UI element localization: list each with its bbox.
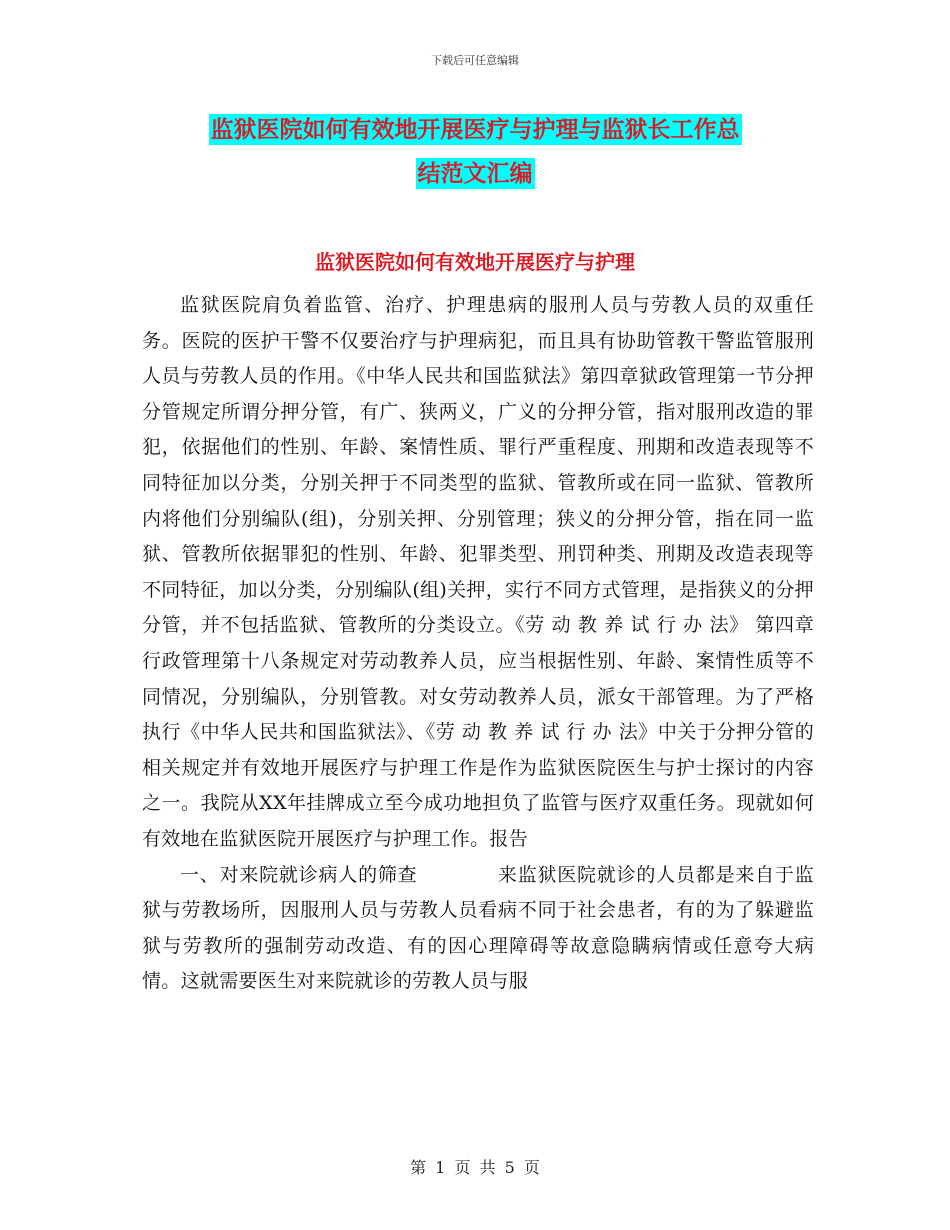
section-heading: 监狱医院如何有效地开展医疗与护理 xyxy=(315,250,635,274)
document-title xyxy=(0,108,950,196)
document-title-line-2 xyxy=(0,152,950,196)
title-highlight-1: 监狱医院如何有效地开展医疗与护理与监狱长工作总 xyxy=(210,116,740,143)
page-footer-number: 第 1 页 共 5 页 xyxy=(410,1158,540,1177)
paragraph-1: 监狱医院肩负着监管、治疗、护理患病的服刑人员与劳教人员的双重任务。医院的医护干警不仅要治疗与护理病犯，而且具有协助管教干警监管服刑人员与劳教人员的作用。《中华人民共和国监狱法》第四章狱政管理第一节分押分管规定所谓分押分管，有广、狭两义，广义的分押分管，指对服刑改造的罪犯，依据他们的性别、年龄、案情性质、罪行严重程度、刑期和改造表现等不同特征加以分类，分别关押于不同类型的监狱、管教所或在同一监狱、管教所内将他们分别编队(组)，分别关押、分别管理；狭义的分押分管，指在同一监狱、管教所依据罪犯的性别、年龄、犯罪类型、刑罚种类、刑期及改造表现等不同特征，加以分类，分别编队(组)关押，实行不同方式管理，是指狭义的分押分管，并不包括监狱、管教所的分类设立。《劳 动 教 养 试 行 办 法》 第四章 行政管理第十八条规定对劳动教养人员，应当根据性别、年龄、案情性质等不同情况，分别编队，分别管教。对女劳动教养人员，派女干部管理。为了严格执行《中华人民共和国监狱法》、《劳 动 教 养 试 行 办 法》中关于分押分管的相关规定并有效地开展医疗与护理工作是作为监狱医院医生与护士探讨的内容之一。我院从XX年挂牌成立至今成功地担负了监管与医疗双重任务。现就如何有效地在监狱医院开展医疗与护理工作。报告 xyxy=(142,294,814,850)
page-header-note: 下载后可任意编辑 xyxy=(431,54,519,67)
paragraph-2 xyxy=(142,858,814,1000)
title-highlight-2: 结范文汇编 xyxy=(417,160,533,187)
paragraph-2-lead: 一、对来院就诊病人的筛查 xyxy=(180,863,418,886)
body-text xyxy=(142,288,814,1000)
paragraph-2-rest: 来监狱医院就诊的人员都是来自于监狱与劳教场所，因服刑人员与劳教人员看病不同于社会患者，有的为了躲避监狱与劳教所的强制劳动改造、有的因心理障碍等故意隐瞒病情或任意夸大病情。这就需要医生对来院就诊的劳教人员与服 xyxy=(142,863,814,993)
document-title-line-1 xyxy=(0,108,950,152)
